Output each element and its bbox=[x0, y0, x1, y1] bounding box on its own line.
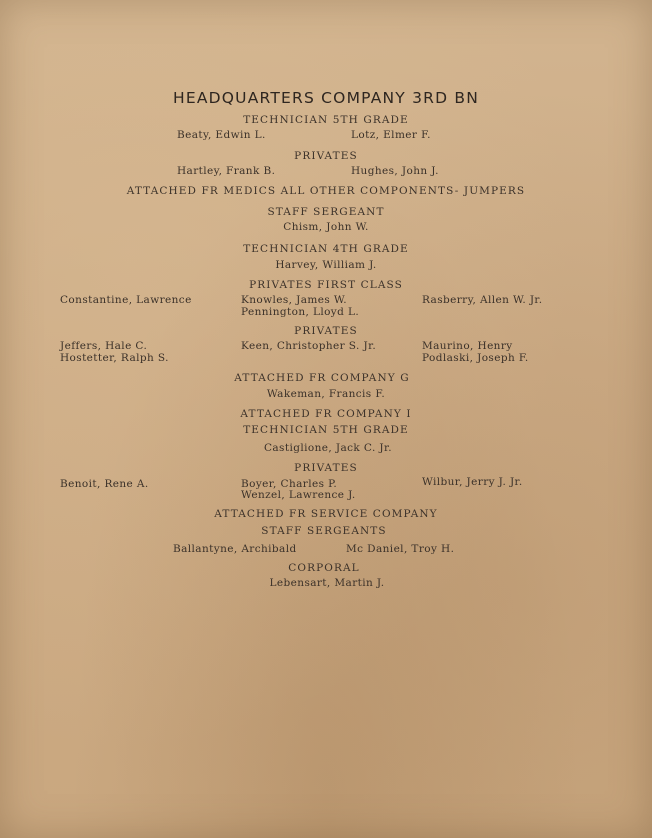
heading-attached-service-company: ATTACHED FR SERVICE COMPANY bbox=[214, 508, 438, 520]
name-wilbur: Wilbur, Jerry J. Jr. bbox=[422, 476, 523, 488]
name-mcdaniel: Mc Daniel, Troy H. bbox=[346, 543, 455, 555]
heading-staff-sergeants: STAFF SERGEANTS bbox=[261, 525, 387, 537]
name-rasberry: Rasberry, Allen W. Jr. bbox=[422, 294, 543, 306]
page-title: HEADQUARTERS COMPANY 3RD BN bbox=[172, 89, 480, 107]
name-boyer: Boyer, Charles P. bbox=[241, 478, 338, 490]
name-knowles: Knowles, James W. bbox=[241, 294, 348, 306]
heading-staff-sergeant: STAFF SERGEANT bbox=[267, 206, 385, 218]
name-harvey: Harvey, William J. bbox=[275, 259, 377, 271]
name-wenzel: Wenzel, Lawrence J. bbox=[241, 489, 356, 501]
name-lotz: Lotz, Elmer F. bbox=[351, 129, 431, 141]
name-podlaski: Podlaski, Joseph F. bbox=[422, 352, 529, 364]
heading-technician-5th-grade: TECHNICIAN 5TH GRADE bbox=[243, 114, 409, 126]
heading-privates-3: PRIVATES bbox=[294, 462, 358, 474]
heading-attached-medics: ATTACHED FR MEDICS ALL OTHER COMPONENTS- JUMPERS bbox=[126, 185, 526, 197]
name-hughes: Hughes, John J. bbox=[351, 165, 439, 177]
name-pennington: Pennington, Lloyd L. bbox=[241, 306, 360, 318]
heading-technician-4th-grade: TECHNICIAN 4TH GRADE bbox=[243, 243, 409, 255]
name-beaty: Beaty, Edwin L. bbox=[177, 129, 266, 141]
name-wakeman: Wakeman, Francis F. bbox=[266, 388, 386, 400]
heading-attached-company-g: ATTACHED FR COMPANY G bbox=[234, 372, 410, 384]
name-castiglione: Castiglione, Jack C. Jr. bbox=[263, 442, 393, 454]
name-lebensart: Lebensart, Martin J. bbox=[269, 577, 385, 589]
heading-attached-company-i: ATTACHED FR COMPANY I bbox=[240, 408, 412, 420]
heading-privates-2: PRIVATES bbox=[294, 325, 358, 337]
name-maurino: Maurino, Henry bbox=[422, 340, 513, 352]
name-chism: Chism, John W. bbox=[283, 221, 369, 233]
heading-corporal: CORPORAL bbox=[288, 562, 360, 574]
name-constantine: Constantine, Lawrence bbox=[60, 294, 192, 306]
name-ballantyne: Ballantyne, Archibald bbox=[173, 543, 297, 555]
name-hostetter: Hostetter, Ralph S. bbox=[60, 352, 169, 364]
name-benoit: Benoit, Rene A. bbox=[60, 478, 149, 490]
name-jeffers: Jeffers, Hale C. bbox=[60, 340, 148, 352]
heading-privates: PRIVATES bbox=[294, 150, 358, 162]
heading-technician-5th-grade-2: TECHNICIAN 5TH GRADE bbox=[243, 424, 409, 436]
name-keen: Keen, Christopher S. Jr. bbox=[241, 340, 377, 352]
name-hartley: Hartley, Frank B. bbox=[177, 165, 276, 177]
heading-privates-first-class: PRIVATES FIRST CLASS bbox=[249, 279, 403, 291]
